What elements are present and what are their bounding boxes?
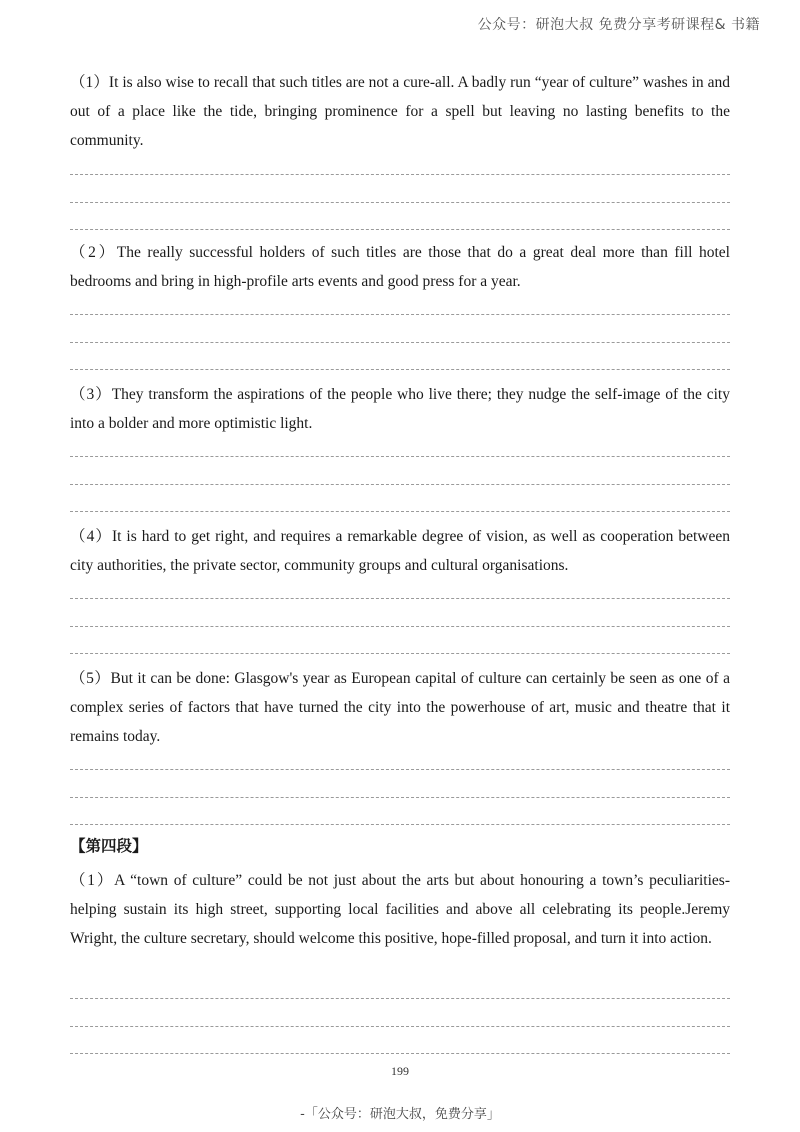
paragraph-5: （5）But it can be done: Glasgow's year as European capital of culture can certainly be seen as one of a complex series of factors that have turned the city into the powerhouse of art, music and theatre that it remains today. — [70, 670, 730, 745]
paragraph-2: （2）The really successful holders of such titles are those that do a great deal more than fill hotel bedrooms and bring in high-profile arts events and good press for a year. — [70, 244, 730, 290]
page-number: 199 — [391, 1064, 409, 1078]
answer-line[interactable] — [70, 824, 730, 825]
answer-line[interactable] — [70, 1026, 730, 1027]
paragraph-3: （3）They transform the aspirations of the people who live there; they nudge the self-image of the city into a bolder and more optimistic light. — [70, 386, 730, 432]
footer-watermark: -「公众号：研泡大叔，免费分享」 — [300, 1107, 500, 1122]
paragraph-1: （1）It is also wise to recall that such titles are not a cure-all. A badly run “year of culture” washes in and out of a place like the tide, bringing prominence for a spell but leaving no lasting benefits to the community. — [70, 74, 730, 149]
answer-line[interactable] — [70, 797, 730, 798]
paragraph-4: （4）It is hard to get right, and requires a remarkable degree of vision, as well as cooperation between city authorities, the private sector, community groups and cultural organisations. — [70, 528, 730, 574]
answer-line[interactable] — [70, 456, 730, 457]
answer-line[interactable] — [70, 598, 730, 599]
paragraph-4-1: （1）A “town of culture” could be not just about the arts but about honouring a town’s peculiarities-helping sustain its high street, supporting local facilities and above all celebrating its people.Jeremy Wright, the culture secretary, should welcome this positive, hope-filled proposal, and turn it into action. — [70, 872, 730, 947]
answer-line[interactable] — [70, 342, 730, 343]
section-title: 【第四段】 — [70, 837, 148, 855]
answer-line[interactable] — [70, 511, 730, 512]
answer-line[interactable] — [70, 653, 730, 654]
answer-line[interactable] — [70, 314, 730, 315]
answer-line[interactable] — [70, 769, 730, 770]
answer-line[interactable] — [70, 484, 730, 485]
answer-line[interactable] — [70, 998, 730, 999]
answer-line[interactable] — [70, 229, 730, 230]
answer-lines — [70, 769, 730, 852]
header-watermark: 公众号：研泡大叔 免费分享考研课程& 书籍 — [477, 17, 760, 33]
answer-line[interactable] — [70, 174, 730, 175]
answer-line[interactable] — [70, 1053, 730, 1054]
answer-line[interactable] — [70, 626, 730, 627]
answer-line[interactable] — [70, 369, 730, 370]
answer-line[interactable] — [70, 202, 730, 203]
